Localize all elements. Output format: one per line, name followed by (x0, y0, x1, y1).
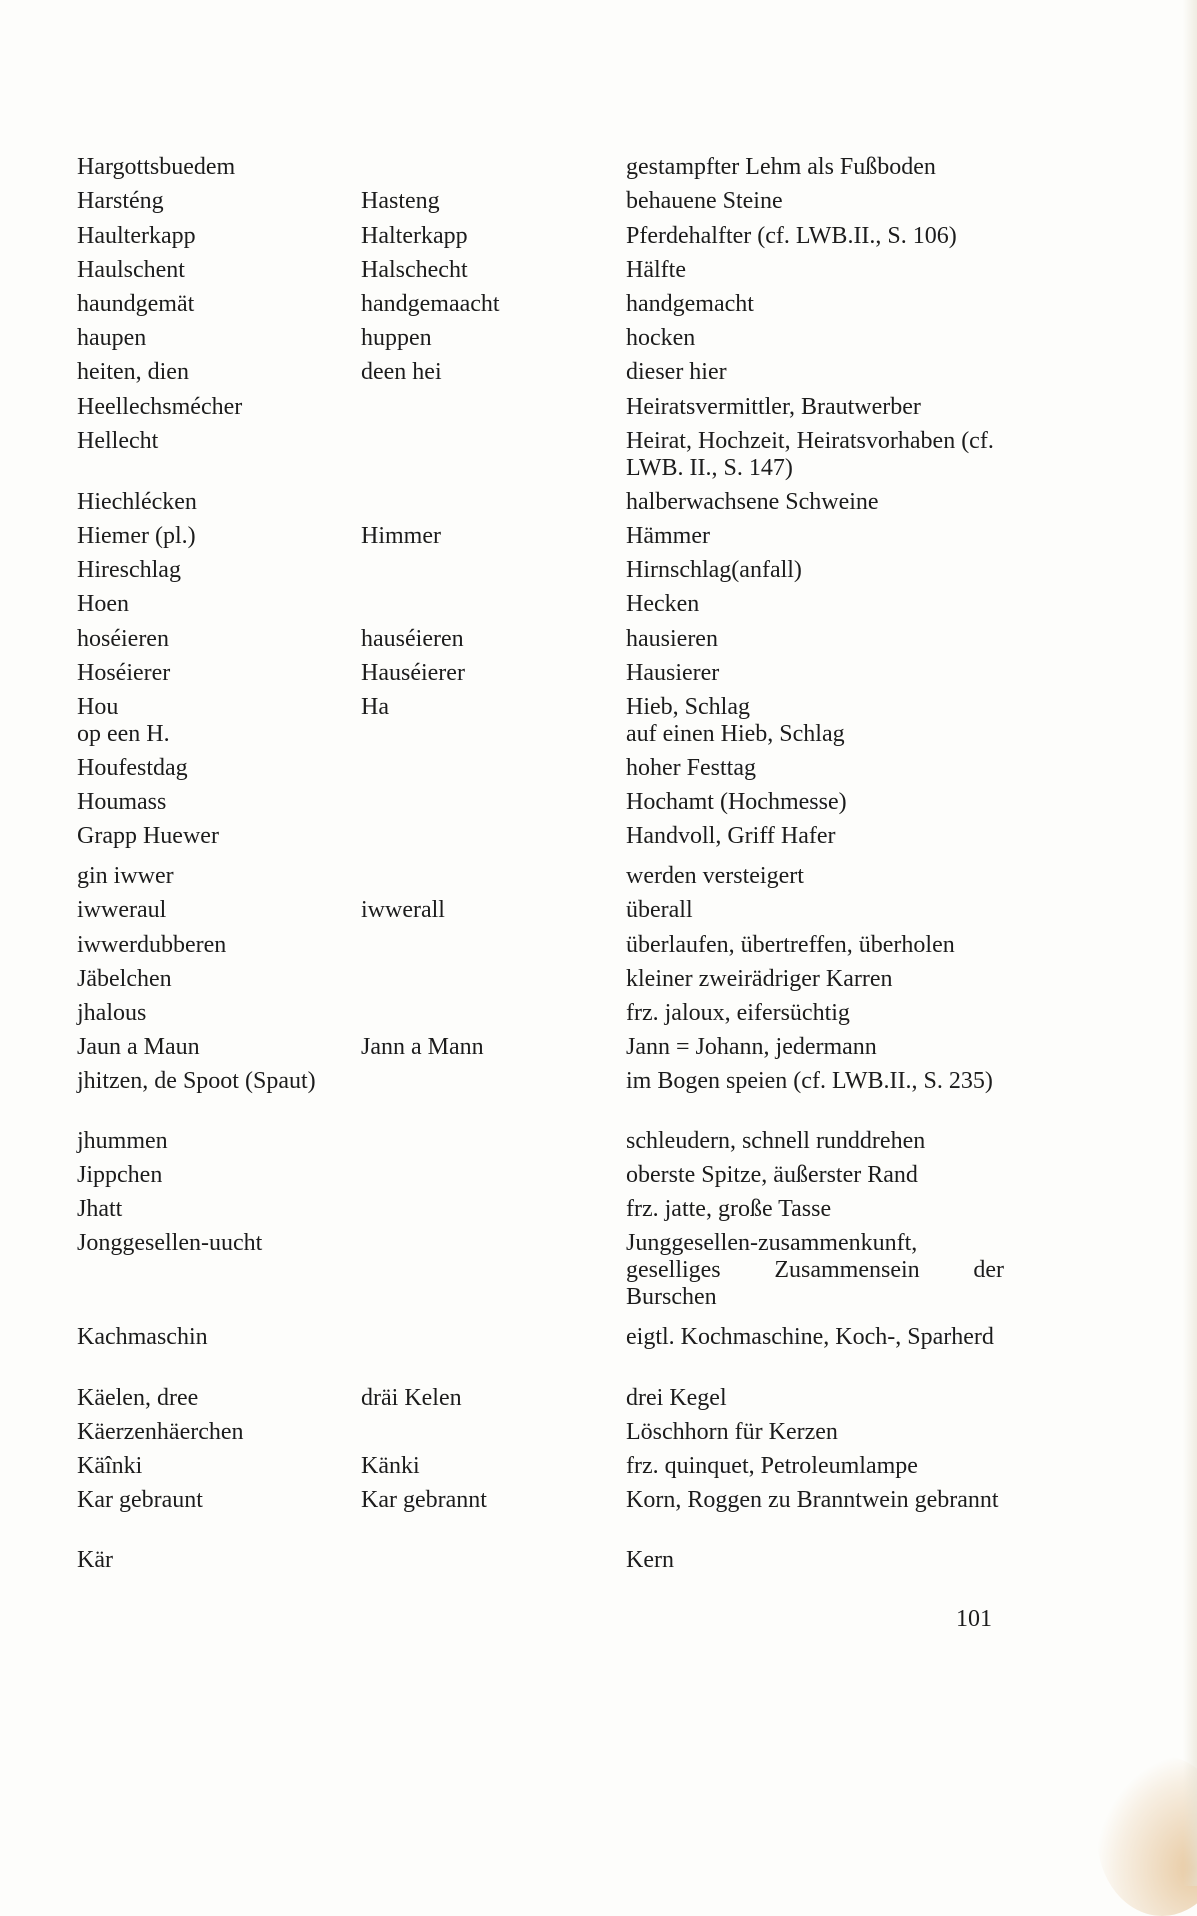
german-meaning: gestampfter Lehm als Fußboden (626, 154, 936, 180)
dialect-term: Hellecht (77, 428, 159, 454)
dialect-term: haupen (77, 325, 147, 351)
german-meaning: Junggesellen-zusammenkunft, geselliges Zusammensein der Burschen (626, 1230, 1004, 1310)
dialect-term: Jaun a Maun (77, 1034, 200, 1060)
german-meaning: Hämmer (626, 523, 710, 549)
german-meaning: Hälfte (626, 257, 686, 283)
dialect-term: Houmass (77, 789, 167, 815)
german-meaning: drei Kegel (626, 1385, 727, 1411)
dialect-term: jhitzen, de Spoot (Spaut) (77, 1068, 316, 1094)
page-edge-shadow (1183, 0, 1197, 1886)
variant-term: Ha (361, 694, 389, 720)
dialect-term: jhummen (77, 1128, 168, 1154)
dialect-term: op een H. (77, 721, 170, 747)
german-meaning: behauene Steine (626, 188, 783, 214)
variant-term: Jann a Mann (361, 1034, 484, 1060)
german-meaning: überall (626, 897, 693, 923)
german-meaning: schleudern, schnell runddrehen (626, 1128, 926, 1154)
german-meaning: hoher Festtag (626, 755, 756, 781)
german-meaning: hausieren (626, 626, 718, 652)
dialect-term: Käînki (77, 1453, 143, 1479)
dialect-term: Haulterkapp (77, 223, 196, 249)
german-meaning: im Bogen speien (cf. LWB.II., S. 235) (626, 1068, 993, 1094)
variant-term: huppen (361, 325, 432, 351)
dialect-term: Houfestdag (77, 755, 188, 781)
dialect-term: Hoen (77, 591, 129, 617)
dialect-term: jhalous (77, 1000, 147, 1026)
german-meaning: Korn, Roggen zu Branntwein gebrannt (626, 1487, 999, 1513)
dialect-term: hoséieren (77, 626, 169, 652)
german-meaning: Hirnschlag(anfall) (626, 557, 802, 583)
variant-term: deen hei (361, 359, 442, 385)
page-number: 101 (956, 1606, 992, 1632)
dialect-term: Hireschlag (77, 557, 181, 583)
german-meaning: kleiner zweirädriger Karren (626, 966, 893, 992)
variant-term: handgemaacht (361, 291, 500, 317)
german-meaning: werden versteigert (626, 863, 804, 889)
german-meaning: Heirat, Hochzeit, Heiratsvorhaben (cf. LWB. II., S. 147) (626, 428, 994, 481)
german-meaning: halberwachsene Schweine (626, 489, 879, 515)
dialect-term: Kar gebraunt (77, 1487, 203, 1513)
dialect-term: iwwerdubberen (77, 932, 227, 958)
variant-term: Hasteng (361, 188, 440, 214)
german-meaning: Hochamt (Hochmesse) (626, 789, 847, 815)
german-meaning: oberste Spitze, äußerster Rand (626, 1162, 918, 1188)
german-meaning: Kern (626, 1547, 674, 1573)
german-meaning: dieser hier (626, 359, 727, 385)
dialect-term: Heellechsmécher (77, 394, 243, 420)
german-meaning: Hecken (626, 591, 700, 617)
variant-term: Halschecht (361, 257, 468, 283)
variant-term: dräi Kelen (361, 1385, 462, 1411)
german-meaning: Hieb, Schlag (626, 694, 750, 720)
german-meaning: frz. jaloux, eifersüchtig (626, 1000, 850, 1026)
variant-term: Halterkapp (361, 223, 468, 249)
paper-stain (1097, 1756, 1197, 1916)
german-meaning: auf einen Hieb, Schlag (626, 721, 845, 747)
variant-term: Hauséierer (361, 660, 465, 686)
dialect-term: iwweraul (77, 897, 167, 923)
variant-term: iwwerall (361, 897, 445, 923)
variant-term: Kar gebrannt (361, 1487, 487, 1513)
dialect-term: Hoséierer (77, 660, 171, 686)
dialect-term: Haulschent (77, 257, 185, 283)
german-meaning: handgemacht (626, 291, 754, 317)
dialect-term: Hiechlécken (77, 489, 197, 515)
dialect-term: Kachmaschin (77, 1324, 208, 1350)
dialect-term: gin iwwer (77, 863, 174, 889)
dialect-term: heiten, dien (77, 359, 189, 385)
dialect-term: Harsténg (77, 188, 164, 214)
german-meaning: überlaufen, übertreffen, überholen (626, 932, 955, 958)
german-meaning: Heiratsvermittler, Brautwerber (626, 394, 921, 420)
dialect-term: Grapp Huewer (77, 823, 219, 849)
german-meaning: hocken (626, 325, 696, 351)
dialect-term: Jäbelchen (77, 966, 172, 992)
dialect-term: Jippchen (77, 1162, 163, 1188)
german-meaning: frz. quinquet, Petroleumlampe (626, 1453, 918, 1479)
german-meaning: eigtl. Kochmaschine, Koch-, Sparherd (626, 1324, 994, 1350)
dialect-term: haundgemät (77, 291, 195, 317)
german-meaning: Löschhorn für Kerzen (626, 1419, 838, 1445)
dialect-term: Jhatt (77, 1196, 123, 1222)
german-meaning: Hausierer (626, 660, 720, 686)
dialect-term: Hou (77, 694, 119, 720)
german-meaning: Pferdehalfter (cf. LWB.II., S. 106) (626, 223, 957, 249)
dialect-term: Hargottsbuedem (77, 154, 236, 180)
dialect-term: Käerzenhäerchen (77, 1419, 244, 1445)
german-meaning: Handvoll, Griff Hafer (626, 823, 836, 849)
dialect-term: Kär (77, 1547, 113, 1573)
dialect-term: Jonggesellen-uucht (77, 1230, 263, 1256)
variant-term: Himmer (361, 523, 441, 549)
dialect-term: Hiemer (pl.) (77, 523, 196, 549)
german-meaning: frz. jatte, große Tasse (626, 1196, 832, 1222)
variant-term: Känki (361, 1453, 420, 1479)
variant-term: hauséieren (361, 626, 464, 652)
german-meaning: Jann = Johann, jedermann (626, 1034, 877, 1060)
dialect-term: Käelen, dree (77, 1385, 199, 1411)
